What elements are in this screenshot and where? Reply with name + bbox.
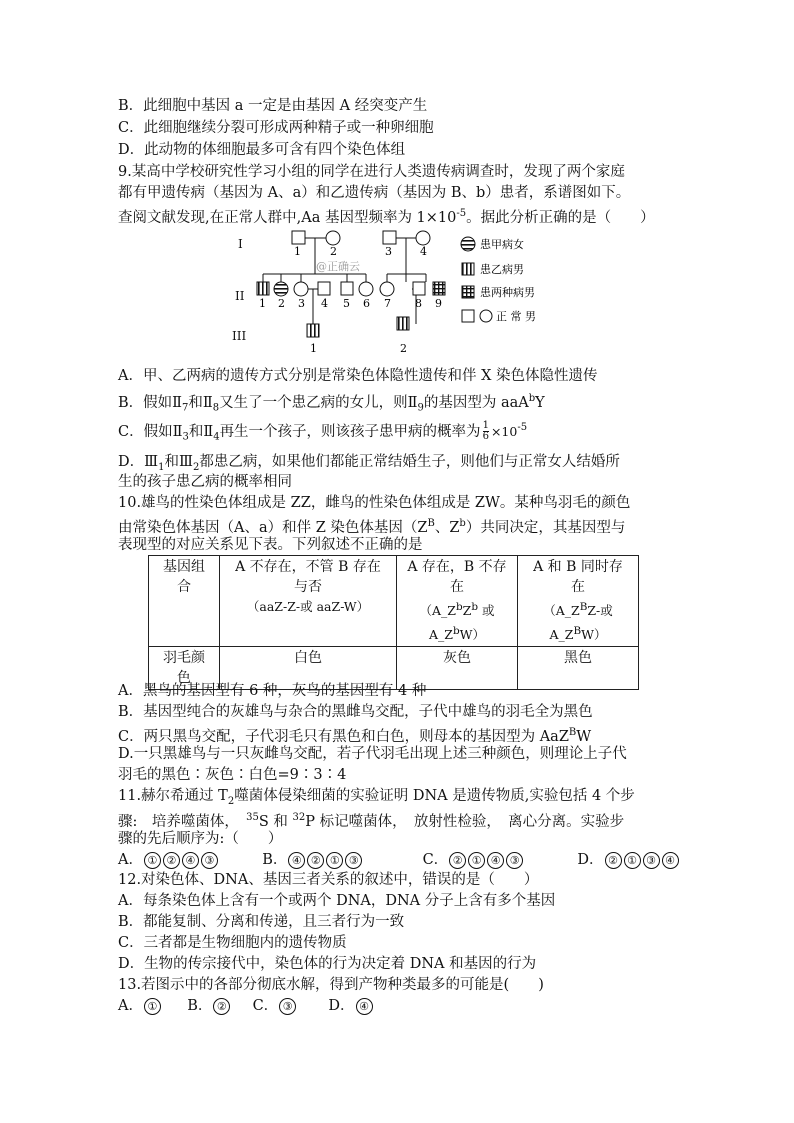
gen-label-II: II <box>235 289 245 303</box>
label-I-3: 3 <box>385 245 392 258</box>
label-II-9: 9 <box>435 297 442 310</box>
label-III-1: 1 <box>310 342 317 355</box>
legend-normal: 正 常 男 <box>496 310 536 323</box>
legend-normal-male-symbol <box>462 310 474 322</box>
q12-option-c: C．三者都是生物细胞内的遗传物质 <box>118 935 347 951</box>
q11-stem-line1: 11.赫尔希通过 $T_2$噬菌体侵染细菌的实验证明 DNA 是遗传物质,实验包括 4 个步 <box>118 788 635 807</box>
legend-disease-a-female-symbol <box>461 237 475 251</box>
q9-stem-line3: 查阅文献发现,在正常人群中,Aa 基因型频率为 $1\times 10^{-5}$。据此分析正确的是（ ） <box>118 208 655 226</box>
table-header-cell: 基因组 合 <box>149 556 220 647</box>
label-I-2: 2 <box>330 245 337 258</box>
table-cell: 羽毛颜 色 <box>149 647 220 690</box>
legend-disease-b-male-symbol <box>462 263 474 275</box>
individual-II-8-male <box>413 282 425 295</box>
q12-stem: 12.对染色体、DNA、基因三者关系的叙述中，错误的是（ ） <box>118 872 539 888</box>
label-II-2: 2 <box>278 297 285 310</box>
individual-I-4-female <box>416 231 430 245</box>
label-I-1: 1 <box>294 245 301 258</box>
label-II-7: 7 <box>384 297 391 310</box>
q12-option-d: D．生物的传宗接代中，染色体的行为决定着 DNA 和基因的行为 <box>118 956 537 972</box>
individual-III-1-male-disease-b <box>307 324 319 337</box>
label-II-1: 1 <box>259 297 266 310</box>
label-I-4: 4 <box>420 245 427 258</box>
q13-option-c: C． ③ <box>253 998 298 1014</box>
legend-both-diseases-male: 患两种病男 <box>480 286 535 299</box>
q11-stem-line3: 骤的先后顺序为:（ ） <box>118 831 283 847</box>
table-cell: 黑色 <box>518 647 639 690</box>
table-header-cell: A 存在，B 不存 在 （$A\_Z^bZ^b$ 或 $A\_Z^bW$） <box>397 556 518 647</box>
q11-option-a: A． ① ② ④ ③ <box>118 852 219 868</box>
table-row <box>149 556 639 647</box>
legend-both-diseases-male-symbol <box>462 286 474 298</box>
q11-option-b: B． ④ ② ① ③ <box>262 852 363 868</box>
label-II-6: 6 <box>363 297 370 310</box>
individual-II-5-male <box>341 282 353 295</box>
individual-I-2-female <box>326 231 340 245</box>
q9-option-a: A．甲、乙两病的遗传方式分别是常染色体隐性遗传和伴 X 染色体隐性遗传 <box>118 368 598 384</box>
q9-option-d-line2: 生的孩子患乙病的概率相同 <box>118 474 292 490</box>
q10-stem-line2: 由常染色体基因（A、a）和伴 Z 染色体基因（$Z^B$、$Z^b$）共同决定，其基因型与 <box>118 518 626 536</box>
q11-option-c: C． ② ① ④ ③ <box>423 852 525 868</box>
q10-option-d-line2: 羽毛的黑色∶灰色∶白色=9∶3∶4 <box>118 767 347 783</box>
q11-stem-line2: 骤: 培养噬菌体， $^{35}$S 和 $^{32}$P 标记噬菌体， 放射性检验， 离心分离。实验步 <box>118 812 625 830</box>
genotype-phenotype-table <box>148 555 639 690</box>
legend-disease-b-male: 患乙病男 <box>480 263 524 276</box>
gen-label-I: I <box>238 237 243 251</box>
q10-stem-line1: 10.雄鸟的性染色体组成是 ZZ，雌鸟的性染色体组成是 ZW。某种鸟羽毛的颜色 <box>118 495 631 511</box>
q10-option-c: C．两只黑鸟交配，子代羽毛只有黑色和白色，则母本的基因型为 AaZ$^B$W <box>118 727 592 745</box>
individual-II-2-female-disease-a <box>274 282 288 296</box>
individual-II-6-female <box>359 282 373 296</box>
q10-option-a: A．黑鸟的基因型有 6 种，灰鸟的基因型有 4 种 <box>118 683 427 699</box>
q8-option-d: D．此动物的体细胞最多可含有四个染色体组 <box>118 142 406 158</box>
table-cell: 灰色 <box>397 647 518 690</box>
q13-option-b: B． ② <box>187 998 231 1014</box>
watermark: @正确云 <box>316 260 360 273</box>
individual-II-1-male-disease-b <box>257 282 269 295</box>
q10-option-d-line1: D.一只黑雄鸟与一只灰雌鸟交配，若子代羽毛出现上述三种颜色，则理论上子代 <box>118 746 627 762</box>
pedigree-chart <box>230 224 536 359</box>
q9-option-d-line1: D．$Ⅲ_1$和$Ⅲ_2$都患乙病，如果他们都能正常结婚生子，则他们与正常女人结婚所 <box>118 454 620 473</box>
table-header-cell: A 不存在，不管 B 存在 与否 （aaZ-Z-或 aaZ-W） <box>220 556 397 647</box>
q10-stem-line3: 表现型的对应关系见下表。下列叙述不正确的是 <box>118 537 423 553</box>
individual-I-1-male <box>292 231 305 244</box>
individual-II-7-female <box>380 282 394 296</box>
individual-II-3-female <box>294 282 308 296</box>
individual-I-3-male <box>383 231 396 244</box>
gen-label-III: III <box>232 329 247 343</box>
q10-option-b: B．基因型纯合的灰雄鸟与杂合的黑雌鸟交配，子代中雄鸟的羽毛全为黑色 <box>118 704 593 720</box>
q8-option-b: B．此细胞中基因 a 一定是由基因 A 经突变产生 <box>118 98 428 114</box>
individual-III-2-male-disease-b <box>397 317 409 330</box>
individual-II-9-male-both-diseases <box>433 282 445 295</box>
label-II-8: 8 <box>415 297 422 310</box>
table-header-cell: A 和 B 同时存 在 （$A\_Z^BZ-$或 $A\_Z^BW$） <box>518 556 639 647</box>
q13-option-a: A． ① <box>118 998 162 1014</box>
q9-option-b: B．假如$Ⅱ_7$和$Ⅱ_8$又生了一个患乙病的女儿，则$Ⅱ_9$的基因型为 aaA$^b$Y <box>118 393 545 414</box>
q12-option-a: A．每条染色体上含有一个或两个 DNA，DNA 分子上含有多个基因 <box>118 893 556 909</box>
label-III-2: 2 <box>400 342 407 355</box>
label-II-3: 3 <box>298 297 305 310</box>
q11-options <box>118 850 680 870</box>
individual-II-4-male <box>318 282 330 295</box>
legend-normal-female-symbol <box>480 310 492 322</box>
q12-option-b: B．都能复制、分离和传递，且三者行为一致 <box>118 914 405 930</box>
legend-disease-a-female: 患甲病女 <box>480 238 524 251</box>
table-cell: 白色 <box>220 647 397 690</box>
q11-option-d: D． ② ① ③ ④ <box>577 852 679 868</box>
q9-stem-line1: 9.某高中学校研究性学习小组的同学在进行人类遗传病调查时，发现了两个家庭 <box>118 164 625 180</box>
label-II-5: 5 <box>343 297 350 310</box>
label-II-4: 4 <box>321 297 328 310</box>
q8-option-c: C．此细胞继续分裂可形成两种精子或一种卵细胞 <box>118 120 434 136</box>
q13-stem: 13.若图示中的各部分彻底水解，得到产物种类最多的可能是( ) <box>118 977 544 993</box>
q9-option-c: C．假如$Ⅱ_3$和$Ⅱ_4$再生一个孩子，则该孩子患甲病的概率为 $\frac{1}{6}$ $\times 10^{-5}$ <box>118 420 528 443</box>
q13-options <box>118 996 374 1016</box>
fraction: $\frac{1}{6}$ <box>482 420 489 443</box>
q13-option-d: D． ④ <box>328 998 373 1014</box>
q9-stem-line2: 都有甲遗传病（基因为 A、a）和乙遗传病（基因为 B、b）患者，系谱图如下。 <box>118 185 631 201</box>
